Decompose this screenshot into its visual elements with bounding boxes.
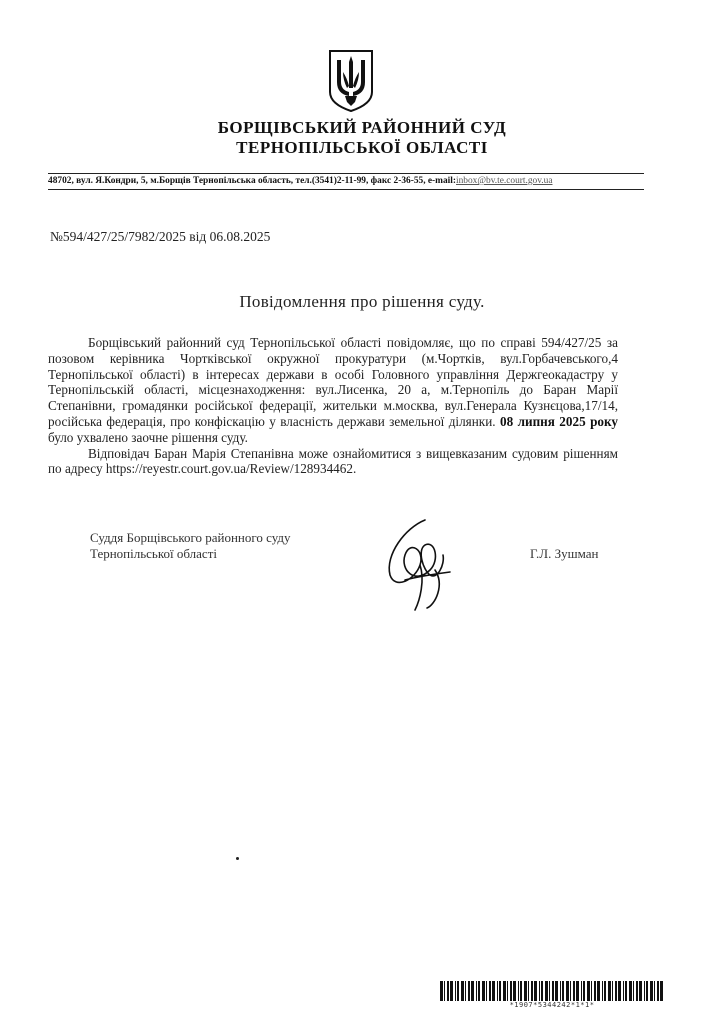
barcode-bar bbox=[478, 981, 480, 1001]
reference-number: №594/427/25/7982/2025 від 06.08.2025 bbox=[50, 229, 271, 244]
barcode-bar bbox=[465, 981, 466, 1001]
barcode-bar bbox=[570, 981, 571, 1001]
barcode-bar bbox=[581, 981, 582, 1001]
court-contacts bbox=[48, 176, 648, 186]
barcode-bar bbox=[534, 981, 537, 1001]
barcode-bar bbox=[539, 981, 540, 1001]
barcode-bar bbox=[615, 981, 617, 1001]
barcode-bar bbox=[583, 981, 585, 1001]
header-rule-bottom bbox=[48, 189, 644, 190]
barcode-bar bbox=[562, 981, 564, 1001]
signer-title: Суддя Борщівського районного суду Тернопільської області bbox=[90, 530, 291, 561]
barcode-bar bbox=[497, 981, 498, 1001]
barcode-bar bbox=[447, 981, 449, 1001]
barcode-bar bbox=[476, 981, 477, 1001]
barcode-bar bbox=[629, 981, 632, 1001]
barcode-bar bbox=[455, 981, 456, 1001]
barcode-text: *1907*5344242*1*1* bbox=[509, 1001, 595, 1009]
barcode-bar bbox=[528, 981, 529, 1001]
header-rule-top bbox=[48, 173, 644, 174]
body-paragraph-1: Борщівський районний суд Тернопільської області повідомляє, що по справі 594/427/25 за позовом керівника Чортківської окружної прокуратури (м.Чортків, вул.Горбачевського,4 Тернопільської області) в інтересах держави в особі Головного управління Держгеокадастру у Тернопільській області, місцезнаходження: вул.Лисенка, 20 а, м.Тернопіль до Баран Марії Степанівни, громадянки російської федерації, жительки м.москва, вул.Генерала Кузнєцова,17/14, російська федерація, про конфіскацію у власність держави земельної ділянки. 08 липня 2025 року було ухвалено заочне рішення суду. bbox=[48, 335, 619, 445]
barcode-bar bbox=[608, 981, 611, 1001]
barcode bbox=[440, 981, 664, 1001]
barcode-bar bbox=[510, 981, 512, 1001]
barcode-bar bbox=[633, 981, 634, 1001]
barcode-bar bbox=[604, 981, 606, 1001]
barcode-bar bbox=[618, 981, 621, 1001]
barcode-bar bbox=[545, 981, 548, 1001]
barcode-bar bbox=[612, 981, 613, 1001]
barcode-bar bbox=[450, 981, 453, 1001]
barcode-bar bbox=[440, 981, 443, 1001]
barcode-bar bbox=[625, 981, 627, 1001]
barcode-bar bbox=[597, 981, 600, 1001]
body-paragraph-2: Відповідач Баран Марія Степанівна може ознайомитися з вищевказаним судовим рішенням по адресу https://reyestr.court.gov.ua/Review/128934462. bbox=[48, 445, 618, 477]
email-link[interactable]: inbox@bv.te.court.gov.ua bbox=[456, 176, 553, 186]
barcode-bar bbox=[513, 981, 516, 1001]
barcode-bar bbox=[549, 981, 550, 1001]
barcode-bar bbox=[444, 981, 445, 1001]
barcode-bar bbox=[654, 981, 655, 1001]
barcode-bar bbox=[503, 981, 506, 1001]
barcode-bar bbox=[486, 981, 487, 1001]
barcode-bar bbox=[471, 981, 474, 1001]
signer-name: Г.Л. Зушман bbox=[530, 546, 599, 561]
barcode-bar bbox=[489, 981, 491, 1001]
barcode-bar bbox=[650, 981, 653, 1001]
barcode-bar bbox=[657, 981, 659, 1001]
barcode-bar bbox=[573, 981, 575, 1001]
barcode-bar bbox=[541, 981, 543, 1001]
barcode-bar bbox=[555, 981, 558, 1001]
barcode-bar bbox=[518, 981, 519, 1001]
barcode-bar bbox=[492, 981, 495, 1001]
barcode-bar bbox=[591, 981, 592, 1001]
barcode-bar bbox=[636, 981, 638, 1001]
barcode-bar bbox=[457, 981, 459, 1001]
barcode-bar bbox=[482, 981, 485, 1001]
barcode-bar bbox=[660, 981, 663, 1001]
barcode-bar bbox=[594, 981, 596, 1001]
barcode-bar bbox=[646, 981, 648, 1001]
notice-body bbox=[48, 335, 618, 477]
decision-date: 08 липня 2025 року bbox=[499, 413, 619, 429]
barcode-bar bbox=[623, 981, 624, 1001]
barcode-bar bbox=[461, 981, 464, 1001]
barcode-bar bbox=[639, 981, 642, 1001]
barcode-bar bbox=[560, 981, 561, 1001]
coat-of-arms-icon bbox=[327, 48, 375, 114]
court-name-line2: ТЕРНОПІЛЬСЬКОЇ ОБЛАСТІ bbox=[236, 138, 488, 157]
contacts-text: 48702, вул. Я.Кондри, 5, м.Борщів Тернопільська область, тел.(3541)2-11-99, факс 2-36-55, e-mail: bbox=[48, 176, 457, 186]
barcode-bar bbox=[566, 981, 569, 1001]
barcode-bar bbox=[644, 981, 645, 1001]
barcode-bar bbox=[524, 981, 527, 1001]
court-name-line1: БОРЩІВСЬКИЙ РАЙОННИЙ СУД bbox=[217, 118, 507, 137]
barcode-bar bbox=[587, 981, 590, 1001]
barcode-bar bbox=[552, 981, 554, 1001]
notice-title: Повідомлення про рішення суду. bbox=[239, 292, 485, 311]
scan-speck bbox=[236, 857, 239, 860]
barcode-bar bbox=[507, 981, 508, 1001]
barcode-bar bbox=[576, 981, 579, 1001]
barcode-bar bbox=[602, 981, 603, 1001]
barcode-bar bbox=[468, 981, 470, 1001]
handwritten-signature-icon bbox=[375, 510, 465, 615]
barcode-bar bbox=[531, 981, 533, 1001]
barcode-bar bbox=[499, 981, 501, 1001]
barcode-bar bbox=[520, 981, 522, 1001]
